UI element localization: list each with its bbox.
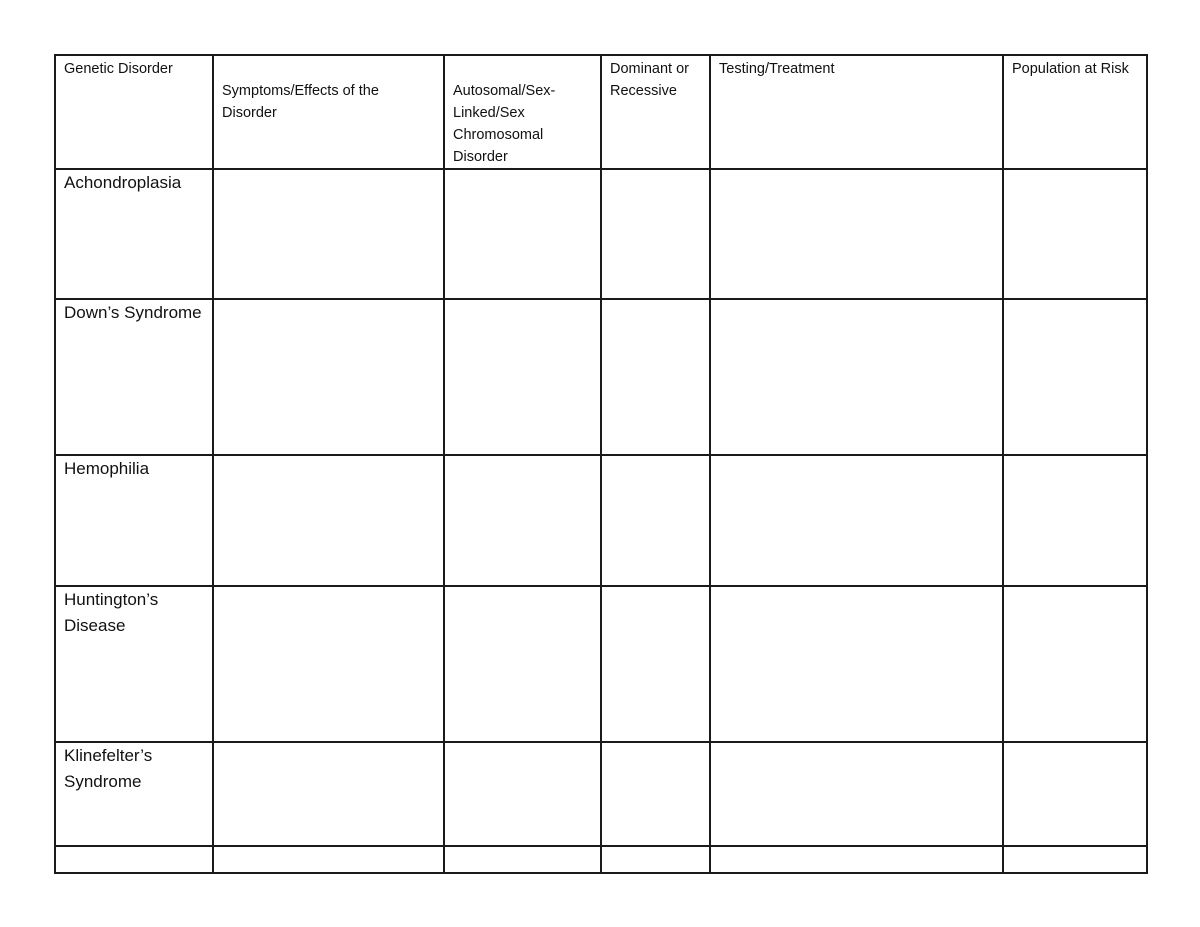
testing-cell[interactable] <box>710 742 1003 846</box>
row-label-cell <box>55 169 213 299</box>
inheritance-cell[interactable] <box>444 586 601 742</box>
dominance-cell[interactable] <box>601 299 710 455</box>
row-label-cell <box>55 742 213 846</box>
header-row <box>55 55 1147 169</box>
testing-cell[interactable] <box>710 299 1003 455</box>
header-testing-treatment: Testing/Treatment <box>710 55 1003 169</box>
row-label: Down’s Syndrome <box>64 303 202 322</box>
inheritance-cell[interactable] <box>444 846 601 873</box>
table-row <box>55 169 1147 299</box>
row-label: Achondroplasia <box>64 173 182 192</box>
symptoms-cell[interactable] <box>213 742 444 846</box>
dominance-cell[interactable] <box>601 586 710 742</box>
symptoms-cell[interactable] <box>213 455 444 586</box>
header-dominant-recessive: Dominant or Recessive <box>601 55 710 169</box>
header-symptoms: Symptoms/Effects of the Disorder <box>213 55 444 169</box>
row-label: Klinefelter’s Syndrome <box>64 746 153 791</box>
population-cell[interactable] <box>1003 742 1147 846</box>
header-population-at-risk: Population at Risk <box>1003 55 1147 169</box>
testing-cell[interactable] <box>710 169 1003 299</box>
inheritance-cell[interactable] <box>444 742 601 846</box>
header-genetic-disorder: Genetic Disorder <box>55 55 213 169</box>
symptoms-cell[interactable] <box>213 299 444 455</box>
population-cell[interactable] <box>1003 586 1147 742</box>
population-cell[interactable] <box>1003 169 1147 299</box>
symptoms-cell[interactable] <box>213 169 444 299</box>
population-cell[interactable] <box>1003 455 1147 586</box>
testing-cell[interactable] <box>710 455 1003 586</box>
row-label: Huntington’s Disease <box>64 590 159 635</box>
testing-cell[interactable] <box>710 846 1003 873</box>
genetic-disorders-table <box>54 54 1148 874</box>
dominance-cell[interactable] <box>601 455 710 586</box>
table-row <box>55 846 1147 873</box>
row-label: Hemophilia <box>64 459 150 478</box>
inheritance-cell[interactable] <box>444 455 601 586</box>
inheritance-cell[interactable] <box>444 299 601 455</box>
dominance-cell[interactable] <box>601 846 710 873</box>
symptoms-cell[interactable] <box>213 846 444 873</box>
table-row <box>55 455 1147 586</box>
table-row <box>55 742 1147 846</box>
header-inheritance-type: Autosomal/Sex-Linked/Sex Chromosomal Disorder <box>444 55 601 169</box>
row-label-cell[interactable] <box>55 846 213 873</box>
table-row <box>55 299 1147 455</box>
row-label-cell <box>55 299 213 455</box>
dominance-cell[interactable] <box>601 742 710 846</box>
row-label-cell <box>55 455 213 586</box>
dominance-cell[interactable] <box>601 169 710 299</box>
testing-cell[interactable] <box>710 586 1003 742</box>
row-label-cell <box>55 586 213 742</box>
population-cell[interactable] <box>1003 846 1147 873</box>
inheritance-cell[interactable] <box>444 169 601 299</box>
symptoms-cell[interactable] <box>213 586 444 742</box>
table-row <box>55 586 1147 742</box>
population-cell[interactable] <box>1003 299 1147 455</box>
